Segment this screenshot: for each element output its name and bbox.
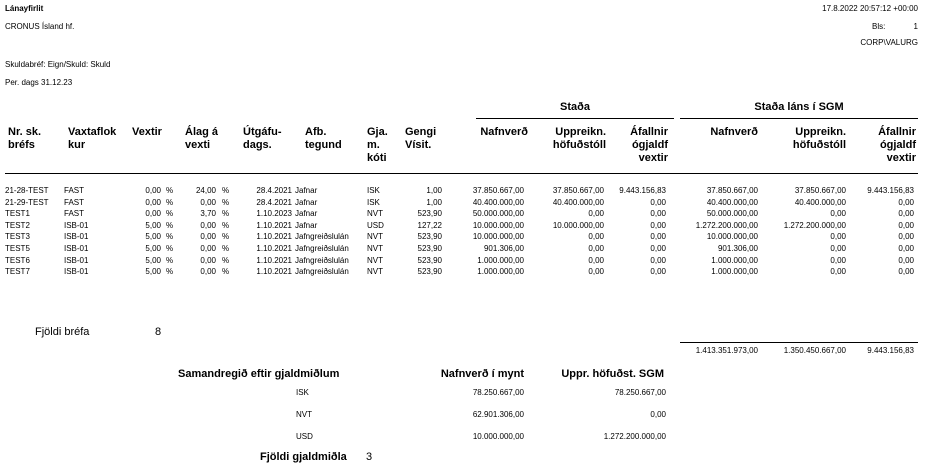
col-header-nafnverd: Nafnverð bbox=[480, 126, 528, 138]
col-header-gengi: Gengi Vísit. bbox=[405, 126, 437, 151]
cell-nafn-sgm: 50.000.000,00 bbox=[706, 209, 758, 219]
table-row bbox=[0, 186, 928, 198]
cell-nr: 21-28-TEST bbox=[5, 186, 49, 195]
cell-nafn: 10.000.000,00 bbox=[472, 232, 524, 242]
cell-afa: 0,00 bbox=[650, 267, 666, 277]
col-header-afallnir: Áfallnir ógjaldf vextir bbox=[630, 126, 668, 164]
cell-alag: 0,00 bbox=[200, 267, 216, 277]
cell-nafn-sgm: 1.000.000,00 bbox=[711, 255, 758, 265]
cell-afb: Jafngreiðslulán bbox=[295, 244, 349, 253]
cell-gengi: 523,90 bbox=[417, 255, 442, 265]
cell-nafn-sgm: 901.306,00 bbox=[717, 244, 758, 253]
cell-alag: 0,00 bbox=[200, 220, 216, 230]
cell-alag: 0,00 bbox=[200, 197, 216, 207]
cell-nr: TEST1 bbox=[5, 209, 30, 219]
cell-upp-sgm: 0,00 bbox=[830, 267, 846, 277]
cell-nafn-sgm: 1.272.200.000,00 bbox=[695, 220, 758, 230]
summary-nafnverd: 62.901.306,00 bbox=[472, 410, 524, 419]
cell-gengi: 523,90 bbox=[417, 232, 442, 242]
cell-alag: 3,70 bbox=[200, 209, 216, 219]
summary-title: Samandregið eftir gjaldmiðlum bbox=[178, 368, 340, 380]
cell-upp: 0,00 bbox=[588, 267, 604, 277]
cell-gengi: 1,00 bbox=[426, 186, 442, 195]
col-header-vaxtaflokkur: Vaxtaflok kur bbox=[68, 126, 117, 151]
table-row bbox=[0, 232, 928, 244]
cell-vextir: 0,00 bbox=[145, 209, 161, 219]
cell-gm: USD bbox=[367, 220, 384, 230]
cell-gengi: 523,90 bbox=[417, 209, 442, 219]
cell-vextir: 5,00 bbox=[145, 232, 161, 242]
cell-upp: 10.000.000,00 bbox=[552, 220, 604, 230]
cell-apct: % bbox=[222, 232, 230, 242]
summary-currency: ISK bbox=[296, 388, 309, 397]
group-header-stada: Staða bbox=[560, 101, 590, 113]
cell-vextir: 5,00 bbox=[145, 255, 161, 265]
cell-apct: % bbox=[222, 197, 230, 207]
summary-col-uppr: Uppr. höfuðst. SGM bbox=[561, 368, 664, 380]
summary-currency: NVT bbox=[296, 410, 312, 419]
totals-line bbox=[680, 342, 918, 343]
cell-nr: 21-29-TEST bbox=[5, 197, 49, 207]
filter-bond-type: Skuldabréf: Eign/Skuld: Skuld bbox=[5, 60, 111, 69]
table-row bbox=[0, 198, 928, 210]
cell-upp-sgm: 1.272.200.000,00 bbox=[783, 220, 846, 230]
cell-nafn: 50.000.000,00 bbox=[472, 209, 524, 219]
cell-afa: 0,00 bbox=[650, 255, 666, 265]
total-uppreikn-sgm: 1.350.450.667,00 bbox=[783, 346, 846, 355]
cell-vextir: 5,00 bbox=[145, 267, 161, 277]
cell-vfl: FAST bbox=[64, 197, 85, 207]
cell-nr: TEST6 bbox=[5, 255, 30, 265]
col-header-uppreikn-sgm: Uppreikn. höfuðstóll bbox=[792, 126, 846, 151]
bond-count-value: 8 bbox=[155, 326, 162, 338]
filter-period-date: Per. dags 31.12.23 bbox=[5, 78, 73, 87]
total-nafnverd-sgm: 1.413.351.973,00 bbox=[695, 346, 758, 355]
cell-vfl: ISB-01 bbox=[64, 244, 89, 253]
cell-upp: 0,00 bbox=[588, 209, 604, 219]
cell-afb: Jafnar bbox=[295, 186, 318, 195]
cell-vpct: % bbox=[166, 197, 174, 207]
user-id: CORP\VALURG bbox=[860, 38, 918, 47]
cell-gm: ISK bbox=[367, 197, 380, 207]
cell-alag: 0,00 bbox=[200, 244, 216, 253]
cell-dags: 1.10.2021 bbox=[256, 267, 292, 277]
cell-nafn: 1.000.000,00 bbox=[477, 267, 524, 277]
col-header-utgafudags: Útgáfu- dags. bbox=[243, 126, 282, 151]
cell-afb: Jafngreiðslulán bbox=[295, 267, 349, 277]
page-label: Bls: bbox=[872, 22, 886, 31]
cell-vpct: % bbox=[166, 267, 174, 277]
cell-afa: 0,00 bbox=[650, 220, 666, 230]
col-header-nr: Nr. sk. bréfs bbox=[8, 126, 42, 151]
cell-apct: % bbox=[222, 244, 230, 253]
table-row bbox=[0, 244, 928, 256]
cell-vfl: ISB-01 bbox=[64, 255, 89, 265]
cell-upp-sgm: 37.850.667,00 bbox=[794, 186, 846, 195]
cell-apct: % bbox=[222, 209, 230, 219]
cell-vpct: % bbox=[166, 209, 174, 219]
cell-gm: NVT bbox=[367, 267, 383, 277]
cell-apct: % bbox=[222, 267, 230, 277]
company-name: CRONUS Ísland hf. bbox=[5, 22, 75, 31]
cell-nafn: 37.850.667,00 bbox=[472, 186, 524, 195]
cell-upp: 37.850.667,00 bbox=[552, 186, 604, 195]
cell-afa-sgm: 9.443.156,83 bbox=[867, 186, 914, 195]
summary-currency: USD bbox=[296, 432, 313, 441]
cell-afa: 0,00 bbox=[650, 244, 666, 253]
cell-vpct: % bbox=[166, 255, 174, 265]
col-header-uppreikn: Uppreikn. höfuðstóll bbox=[552, 126, 606, 151]
cell-afa: 0,00 bbox=[650, 197, 666, 207]
summary-uppr: 78.250.667,00 bbox=[614, 388, 666, 397]
cell-vextir: 0,00 bbox=[145, 197, 161, 207]
cell-apct: % bbox=[222, 255, 230, 265]
cell-vfl: ISB-01 bbox=[64, 267, 89, 277]
cell-nafn-sgm: 1.000.000,00 bbox=[711, 267, 758, 277]
cell-dags: 28.4.2021 bbox=[256, 197, 292, 207]
cell-afa-sgm: 0,00 bbox=[898, 209, 914, 219]
total-afallnir-sgm: 9.443.156,83 bbox=[867, 346, 914, 355]
cell-upp: 0,00 bbox=[588, 255, 604, 265]
cell-vextir: 5,00 bbox=[145, 220, 161, 230]
cell-dags: 1.10.2021 bbox=[256, 220, 292, 230]
cell-nafn-sgm: 10.000.000,00 bbox=[706, 232, 758, 242]
cell-gm: NVT bbox=[367, 244, 383, 253]
cell-dags: 1.10.2021 bbox=[256, 232, 292, 242]
cell-upp: 40.400.000,00 bbox=[552, 197, 604, 207]
cell-vfl: ISB-01 bbox=[64, 220, 89, 230]
cell-afa: 0,00 bbox=[650, 209, 666, 219]
cell-vextir: 5,00 bbox=[145, 244, 161, 253]
cell-afb: Jafnar bbox=[295, 209, 318, 219]
cell-afa-sgm: 0,00 bbox=[898, 232, 914, 242]
table-row bbox=[0, 209, 928, 221]
cell-gm: NVT bbox=[367, 255, 383, 265]
cell-nafn: 1.000.000,00 bbox=[477, 255, 524, 265]
table-row bbox=[0, 267, 928, 279]
cell-nr: TEST5 bbox=[5, 244, 30, 253]
cell-afa: 9.443.156,83 bbox=[619, 186, 666, 195]
currency-count-label: Fjöldi gjaldmiðla bbox=[260, 451, 347, 463]
cell-vfl: FAST bbox=[64, 209, 85, 219]
cell-afa-sgm: 0,00 bbox=[898, 267, 914, 277]
cell-gm: NVT bbox=[367, 209, 383, 219]
cell-vpct: % bbox=[166, 232, 174, 242]
table-row bbox=[0, 221, 928, 233]
group-underline-stada-sgm bbox=[680, 118, 918, 119]
col-header-nafnverd-sgm: Nafnverð bbox=[710, 126, 758, 138]
cell-afa: 0,00 bbox=[650, 232, 666, 242]
cell-upp: 0,00 bbox=[588, 244, 604, 253]
col-header-gjaldmidill: Gja. m. kóti bbox=[367, 126, 388, 164]
cell-upp-sgm: 40.400.000,00 bbox=[794, 197, 846, 207]
table-row bbox=[0, 256, 928, 268]
summary-col-nafnverd: Nafnverð í mynt bbox=[440, 368, 524, 380]
cell-nr: TEST7 bbox=[5, 267, 30, 277]
cell-gm: NVT bbox=[367, 232, 383, 242]
cell-gengi: 523,90 bbox=[417, 244, 442, 253]
cell-gengi: 523,90 bbox=[417, 267, 442, 277]
cell-vpct: % bbox=[166, 244, 174, 253]
report-datetime: 17.8.2022 20:57:12 +00:00 bbox=[822, 4, 918, 13]
currency-count-value: 3 bbox=[366, 451, 373, 463]
cell-upp-sgm: 0,00 bbox=[830, 255, 846, 265]
cell-dags: 28.4.2021 bbox=[256, 186, 292, 195]
cell-nafn: 901.306,00 bbox=[483, 244, 524, 253]
col-header-afallnir-sgm: Áfallnir ógjaldf vextir bbox=[878, 126, 916, 164]
col-header-afb: Afb. tegund bbox=[305, 126, 342, 151]
cell-apct: % bbox=[222, 186, 230, 195]
cell-nafn: 10.000.000,00 bbox=[472, 220, 524, 230]
cell-upp: 0,00 bbox=[588, 232, 604, 242]
cell-nr: TEST3 bbox=[5, 232, 30, 242]
cell-alag: 0,00 bbox=[200, 232, 216, 242]
summary-uppr: 0,00 bbox=[650, 410, 666, 419]
cell-afb: Jafnar bbox=[295, 220, 318, 230]
bond-count-label: Fjöldi bréfa bbox=[35, 326, 90, 338]
cell-dags: 1.10.2021 bbox=[256, 255, 292, 265]
cell-apct: % bbox=[222, 220, 230, 230]
group-header-stada-sgm: Staða láns í SGM bbox=[754, 101, 844, 113]
cell-nafn-sgm: 40.400.000,00 bbox=[706, 197, 758, 207]
cell-afa-sgm: 0,00 bbox=[898, 220, 914, 230]
cell-afb: Jafnar bbox=[295, 197, 318, 207]
col-header-alag: Álag á vexti bbox=[185, 126, 219, 151]
cell-afa-sgm: 0,00 bbox=[898, 255, 914, 265]
report-title: Lánayfirlit bbox=[5, 4, 44, 13]
cell-vfl: FAST bbox=[64, 186, 85, 195]
cell-gengi: 1,00 bbox=[426, 197, 442, 207]
cell-upp-sgm: 0,00 bbox=[830, 232, 846, 242]
cell-alag: 0,00 bbox=[200, 255, 216, 265]
cell-nafn: 40.400.000,00 bbox=[472, 197, 524, 207]
cell-upp-sgm: 0,00 bbox=[830, 209, 846, 219]
cell-vextir: 0,00 bbox=[145, 186, 161, 195]
cell-vpct: % bbox=[166, 186, 174, 195]
cell-nr: TEST2 bbox=[5, 220, 30, 230]
summary-nafnverd: 78.250.667,00 bbox=[472, 388, 524, 397]
cell-dags: 1.10.2021 bbox=[256, 244, 292, 253]
summary-uppr: 1.272.200.000,00 bbox=[603, 432, 666, 441]
header-separator bbox=[5, 173, 918, 174]
col-header-vextir: Vextir bbox=[132, 126, 162, 138]
cell-gm: ISK bbox=[367, 186, 380, 195]
page-number: 1 bbox=[913, 22, 918, 31]
cell-afb: Jafngreiðslulán bbox=[295, 232, 349, 242]
cell-afb: Jafngreiðslulán bbox=[295, 255, 349, 265]
summary-nafnverd: 10.000.000,00 bbox=[472, 432, 524, 441]
cell-afa-sgm: 0,00 bbox=[898, 197, 914, 207]
cell-upp-sgm: 0,00 bbox=[830, 244, 846, 253]
cell-gengi: 127,22 bbox=[417, 220, 442, 230]
cell-dags: 1.10.2023 bbox=[256, 209, 292, 219]
cell-alag: 24,00 bbox=[195, 186, 216, 195]
cell-vfl: ISB-01 bbox=[64, 232, 89, 242]
cell-afa-sgm: 0,00 bbox=[898, 244, 914, 253]
group-underline-stada bbox=[476, 118, 674, 119]
cell-nafn-sgm: 37.850.667,00 bbox=[706, 186, 758, 195]
cell-vpct: % bbox=[166, 220, 174, 230]
